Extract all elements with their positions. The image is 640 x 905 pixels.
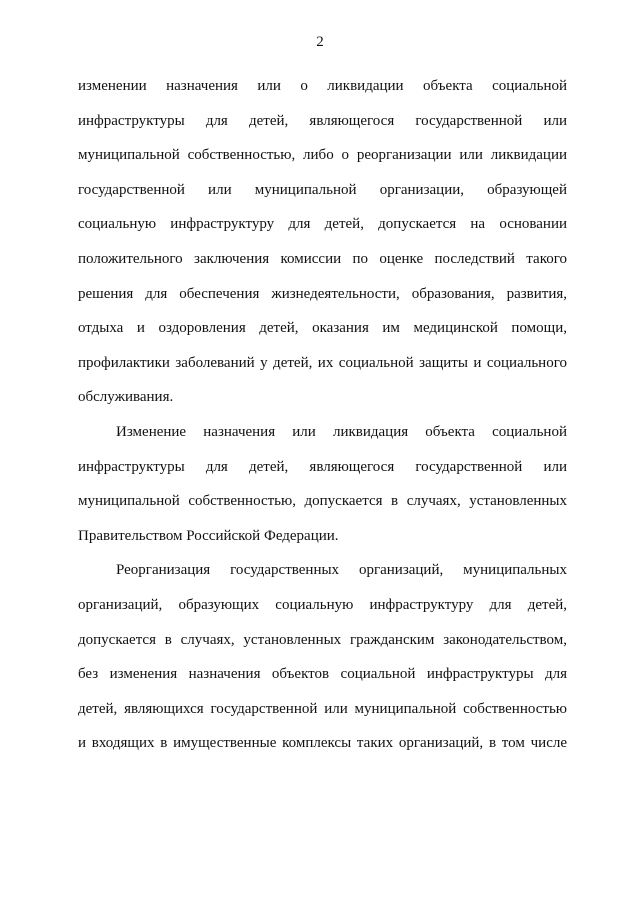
paragraph-line: изменении назначения или о ликвидации объекта социальной xyxy=(78,78,567,94)
paragraph-2 xyxy=(78,415,567,553)
page-number: 2 xyxy=(316,34,324,50)
paragraph-line: решения для обеспечения жизнедеятельности, образования, развития, xyxy=(78,285,567,302)
paragraph-line: допускается в случаях, установленных гражданским законодательством, xyxy=(78,631,567,648)
paragraph-line: профилактики заболеваний у детей, их социальной защиты и социального xyxy=(78,354,567,371)
paragraph-line: муниципальной собственностью, допускается в случаях, установленных xyxy=(78,493,567,510)
paragraph-line: положительного заключения комиссии по оценке последствий такого xyxy=(78,250,567,267)
paragraph-line: инфраструктуры для детей, являющегося государственной или xyxy=(78,112,567,129)
paragraph-line: муниципальной собственностью, либо о реорганизации или ликвидации xyxy=(78,147,567,164)
paragraph-line: обслуживания. xyxy=(78,389,174,406)
paragraph-line: социальную инфраструктуру для детей, допускается на основании xyxy=(78,216,567,233)
paragraph-line: детей, являющихся государственной или муниципальной собственностью xyxy=(78,700,567,717)
paragraph-line: и входящих в имущественные комплексы таких организаций, в том числе xyxy=(78,735,567,752)
paragraph-1 xyxy=(78,69,567,415)
document-body xyxy=(78,69,567,761)
paragraph-line: инфраструктуры для детей, являющегося государственной или xyxy=(78,458,567,475)
paragraph-line: Правительством Российской Федерации. xyxy=(78,527,339,544)
paragraph-3 xyxy=(78,553,567,761)
paragraph-line: организаций, образующих социальную инфраструктуру для детей, xyxy=(78,596,567,613)
paragraph-line: государственной или муниципальной организации, образующей xyxy=(78,181,567,198)
paragraph-line: без изменения назначения объектов социальной инфраструктуры для xyxy=(78,666,567,683)
paragraph-line: Изменение назначения или ликвидация объекта социальной xyxy=(116,423,567,440)
paragraph-line: отдыха и оздоровления детей, оказания им медицинской помощи, xyxy=(78,320,567,337)
paragraph-line: Реорганизация государственных организаций, муниципальных xyxy=(116,562,567,579)
